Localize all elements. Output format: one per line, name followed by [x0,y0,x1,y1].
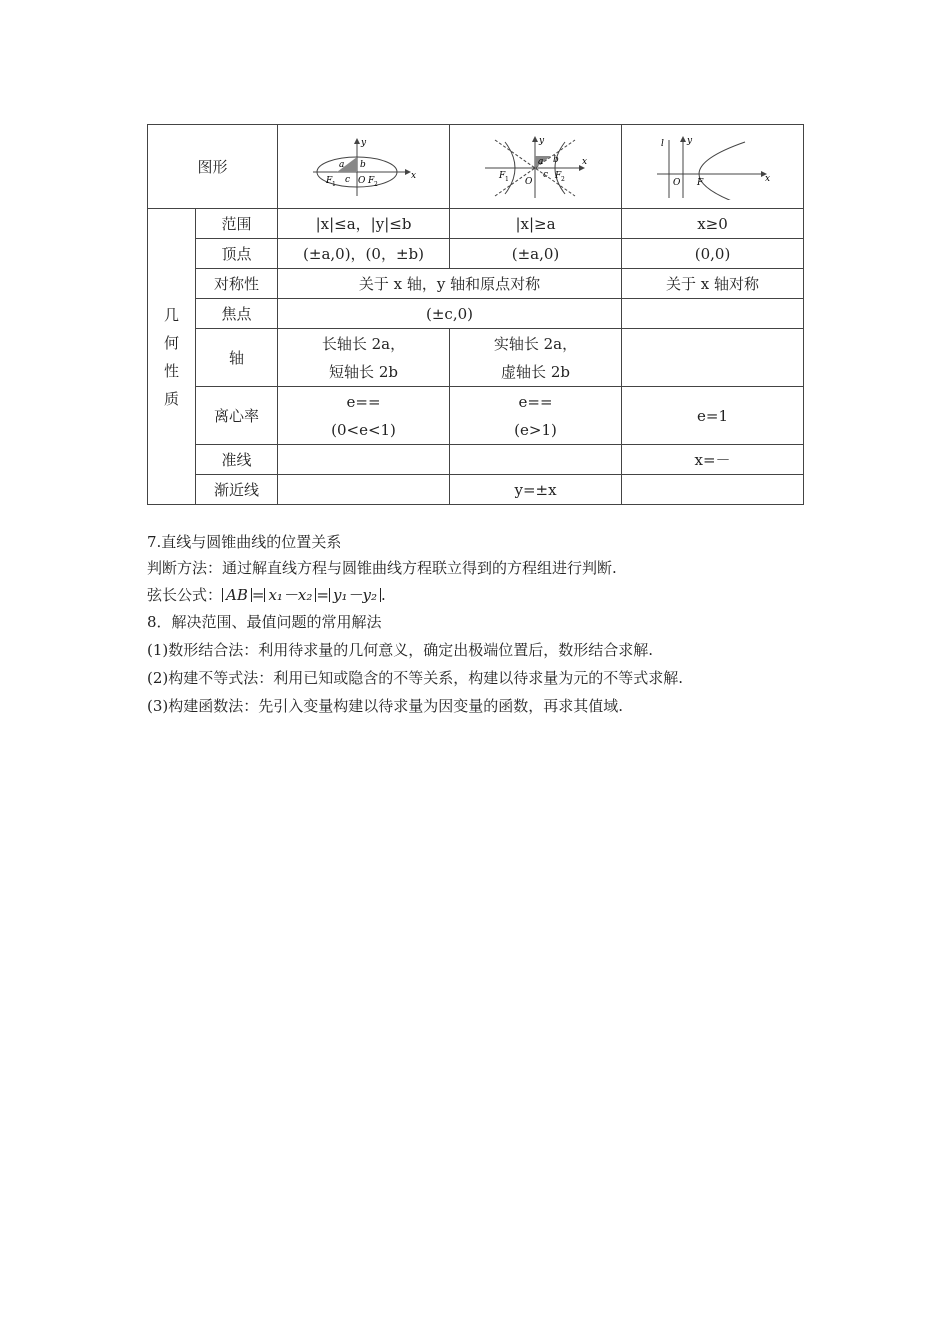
ellipse-hyperbola-symmetry: 关于 x 轴，y 轴和原点对称 [278,269,622,299]
section-7-chord-formula: 弦长公式： AB = x₁－x₂ = y₁－y₂ . [147,586,386,604]
parabola-eccentricity: e=1 [622,387,804,445]
svg-text:F: F [325,175,332,186]
svg-text:y: y [538,135,544,146]
ellipse-diagram [309,134,419,200]
conic-properties-table [147,124,804,505]
svg-text:x: x [764,173,770,184]
ellipse-range: |x|≤a，|y|≤b [278,209,450,239]
svg-text:b: b [359,159,366,170]
section-7-title: 7.直线与圆锥曲线的位置关系 [147,533,342,551]
row-label-range: 范围 [196,209,278,239]
svg-text:F: F [554,170,561,181]
svg-text:F: F [498,170,505,181]
ellipse-asymptote [278,475,450,505]
ellipse-hyperbola-focus: (±c,0) [278,299,622,329]
parabola-asymptote [622,475,804,505]
parabola-directrix: x=－ [622,445,804,475]
svg-text:c: c [344,174,350,185]
geometric-properties-group-label: 几 何 性 质 [148,209,196,505]
section-8-item-3: (3)构建函数法：先引入变量构建以待求量为因变量的函数，再求其值域. [147,697,624,715]
row-label-focus: 焦点 [196,299,278,329]
svg-text:x: x [410,170,416,181]
row-label-symmetry: 对称性 [196,269,278,299]
parabola-diagram [653,134,773,200]
hyperbola-range: |x|≥a [450,209,622,239]
parabola-focus [622,299,804,329]
parabola-vertex: (0,0) [622,239,804,269]
parabola-range: x≥0 [622,209,804,239]
svg-text:c: c [542,169,548,180]
row-label-vertex: 顶点 [196,239,278,269]
hyperbola-directrix [450,445,622,475]
parabola-axis [622,329,804,387]
svg-text:O: O [357,175,365,186]
row-label-asymptote: 渐近线 [196,475,278,505]
ellipse-eccentricity: e== (0<e<1) [278,387,450,445]
hyperbola-eccentricity: e== (e>1) [450,387,622,445]
ellipse-directrix [278,445,450,475]
svg-text:2: 2 [560,175,565,183]
svg-text:a: a [537,156,543,167]
ellipse-axis: 长轴长 2a， 短轴长 2b [278,329,450,387]
section-8-item-2: (2)构建不等式法：利用已知或隐含的不等关系，构建以待求量为元的不等式求解. [147,669,684,687]
svg-text:y: y [360,137,366,148]
row-label-directrix: 准线 [196,445,278,475]
svg-text:y: y [686,135,692,146]
ellipse-vertex: (±a,0)，(0，±b) [278,239,450,269]
row-label-axis: 轴 [196,329,278,387]
section-7-method: 判断方法：通过解直线方程与圆锥曲线方程联立得到的方程组进行判断. [147,559,617,577]
parabola-figure-cell [622,125,804,209]
hyperbola-diagram [481,134,591,200]
ellipse-figure-cell [278,125,450,209]
row-label-eccentricity: 离心率 [196,387,278,445]
svg-text:a: a [338,159,344,170]
svg-text:l: l [660,138,664,149]
svg-text:b: b [552,154,559,165]
parabola-symmetry: 关于 x 轴对称 [622,269,804,299]
hyperbola-axis: 实轴长 2a， 虚轴长 2b [450,329,622,387]
svg-text:1: 1 [331,180,336,188]
hyperbola-figure-cell [450,125,622,209]
svg-text:O: O [524,176,532,187]
hyperbola-vertex: (±a,0) [450,239,622,269]
figure-header-label: 图形 [148,125,278,209]
svg-text:1: 1 [504,175,509,183]
hyperbola-asymptote: y=±x [450,475,622,505]
section-8-title: 8．解决范围、最值问题的常用解法 [147,613,382,631]
svg-text:2: 2 [373,180,378,188]
svg-text:F: F [367,175,374,186]
svg-text:x: x [581,156,587,167]
svg-text:F: F [696,177,703,188]
section-8-item-1: (1)数形结合法：利用待求量的几何意义，确定出极端位置后，数形结合求解. [147,641,654,659]
svg-text:O: O [672,177,680,188]
